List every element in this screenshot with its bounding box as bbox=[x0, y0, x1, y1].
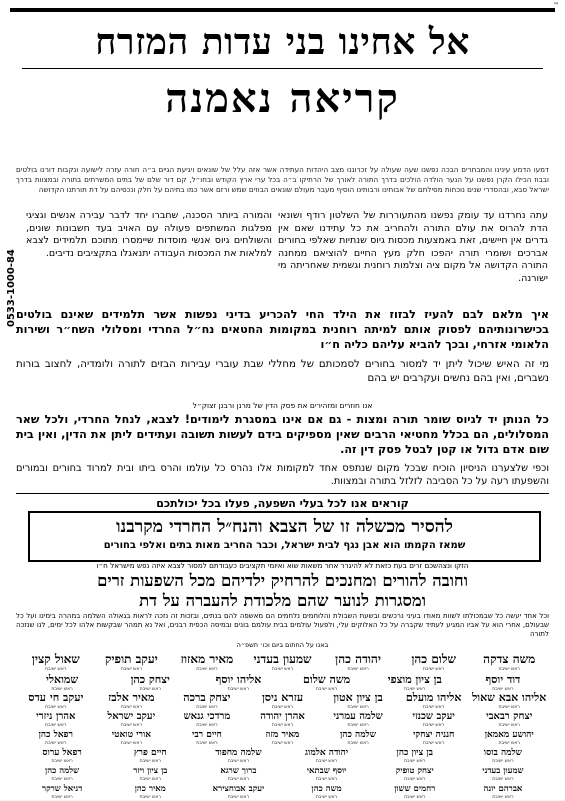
signatory-title: ראש ישיבת bbox=[139, 777, 161, 782]
section-divider bbox=[16, 493, 549, 494]
signatory-title: ראש ישיבת bbox=[227, 759, 250, 764]
signatory-name: בן ציון כהן bbox=[396, 748, 433, 758]
signatory-title: ראש ישיבת bbox=[315, 687, 338, 692]
signatory-name: שלמה בוסו bbox=[483, 748, 523, 758]
signatory-title: ראש ישיבת bbox=[227, 687, 250, 692]
headline-box bbox=[28, 511, 541, 562]
signatory-name: אהרן ניזרי bbox=[36, 711, 76, 722]
signatory-title: ראש ישיבת bbox=[139, 687, 161, 692]
signatory-name: שמעון בעדני bbox=[253, 652, 312, 666]
signatory-title: ראש ישיבת bbox=[120, 705, 143, 710]
signatory-title: ראש ישיבת bbox=[404, 795, 426, 800]
closing-paragraph: וכל אחד יעשה כל שבמכולתו לשוות מאודו בעיני נרכשים ובשעת השבולת והלוחמים נלחמים הם מאשפה להם בנתים, ובזכות זה נזכה לראות בגאולה השלמה במהרה בימינו ועל כל שבעולם, אחרי הוא על אביו המגיע לעתיד שקברה על כל האלוקים עלי, ולפעול עולמים בבית עולמם בונים ובמיסה הכפית רבנים, ואל נא תמהר שבקשות אלהו לכל ימים, לנו שנזכה לתורה bbox=[16, 612, 549, 638]
signatory-title: ראש ישיבת bbox=[498, 667, 520, 672]
signatory-title: ראש ישיבת bbox=[51, 759, 73, 764]
signatory-title: ראש ישיבת bbox=[492, 795, 514, 800]
signatory-title: ראש ישיבת bbox=[315, 759, 338, 764]
signatory-title: ראש ישיבת bbox=[227, 777, 250, 782]
parents-heading-line-1: וחובה להורים ומחנכים להרחיק ילדיהם מכל השפעות זרים bbox=[97, 571, 468, 590]
signatures-grid bbox=[18, 648, 547, 800]
signatory-title: ראש ישיבת bbox=[271, 705, 294, 710]
signatory-name: דוד יוסף bbox=[485, 673, 521, 686]
signatory-name: יעקב אבוחצירא bbox=[212, 784, 265, 794]
signatory-title: ראש ישיבת bbox=[227, 795, 250, 800]
signatory-name: אורי טואטי bbox=[111, 730, 152, 740]
signatory-name: רפאל ערוס bbox=[42, 748, 82, 758]
signatures-header: באנו על החתום ביום וכו׳ תשפ״ה bbox=[236, 641, 329, 649]
signatory-name: יצחק ברכה bbox=[183, 691, 231, 704]
headline-box-sub: שמאז הקמתו הוא אבן נגף לבית ישראל, וכבר החריב מאות בתים ואלפי בחורים bbox=[103, 540, 466, 551]
signatory-title: ראש ישיבת bbox=[347, 705, 369, 710]
signatory-title: ראש ישיבת bbox=[271, 667, 294, 672]
signatory-name: אליהו יוסף bbox=[215, 673, 262, 686]
signatory-title: ראש ישיבת bbox=[196, 723, 218, 728]
signatory-title: ראש ישיבת bbox=[347, 741, 369, 746]
signatory bbox=[371, 776, 459, 801]
signatory-title: ראש ישיבת bbox=[404, 687, 426, 692]
signatory-title: ראש ישיבת bbox=[139, 795, 161, 800]
main-title: אל אחינו בני עדות המזרח bbox=[95, 21, 470, 63]
signatory-title: ראש ישיבת bbox=[498, 705, 520, 710]
signatory-name: עזרא ניסן bbox=[261, 691, 304, 704]
phone-number: 0533-1000-84 bbox=[6, 249, 17, 327]
signatory-title: ראש ישיבת bbox=[45, 723, 67, 728]
signatory-name: משה צדקה bbox=[483, 652, 536, 666]
signatory-title: ראש ישיבת bbox=[422, 705, 445, 710]
signatory-title: ראש ישיבת bbox=[196, 741, 218, 746]
signatory-title: ראש ישיבת bbox=[422, 723, 445, 728]
signatory-title: ראש ישיבת bbox=[498, 723, 520, 728]
signatory-name: יעקב ישראל bbox=[107, 711, 156, 722]
signatory-name: בן ציון ויזר bbox=[133, 766, 168, 776]
signatory-name: יצחק כהן bbox=[130, 673, 170, 686]
right-column-text: עתה נחרדנו עד עומק נפשנו מהתעוררות של השלטון רודף ושונאי הדת להרוס את עולם התורה ולהחריב את כל עתידנו שאם אין גדרים אין חיישים, זאת באמצעות מכסות גיוס שנתיות שאלפי בחורים אברכים ושומרי תורה יהפכו חלק מעץ החיים להוציאם ממחנה התורה הקדושה אל מקום ציה וצלמות רוחנית וגשמית שאחריתה מי ישורנה. bbox=[278, 210, 548, 284]
signatory-title: ראש ישיבת bbox=[347, 667, 369, 672]
signatory-name: משה כהן bbox=[311, 784, 342, 794]
signatory-title: ראש ישיבת bbox=[315, 777, 338, 782]
signatory bbox=[194, 776, 282, 801]
signatory bbox=[18, 776, 106, 801]
signatory-name: יצחק טופיק bbox=[395, 766, 434, 776]
bold-paragraph-3: כל הנותן יד לגיוס שומר תורה ומצות - גם אם אינו במסגרת לימודים! לצבא, לנחל החרדי, ולכל שאר המסלולים, הם בכלל מחטיאי הרבים שאין מספיקים בידם לעשות תשובה ועתידים ליתן את הדין, ואין בית שום אדם גדול או קטן לבטל פסק דין זה. bbox=[16, 413, 549, 456]
signatory-name: חיים פרץ bbox=[133, 748, 167, 758]
signatory-name: שלמה מחפוד bbox=[215, 748, 262, 758]
signatory-name: משה שלום bbox=[303, 673, 351, 686]
signatory-name: מאיר מאזוז bbox=[180, 652, 234, 666]
left-column-text: והמורה ביותר הסכנה, שחברו יחד לדבר עבירה אנשים וגציגי מפלגות המשתפים פעולה עם האויב בעד חשבונות שונים, והשולחים גיוס אנשי מוסדות שיימסרו מתוכם תלמידים לצבא למלאות את המכסות העבודה יתנאגלו בתקציבים נדיבים. bbox=[26, 210, 272, 259]
signatory-title: ראש ישיבת bbox=[139, 759, 161, 764]
signatory-title: ראש ישיבת bbox=[404, 759, 426, 764]
signatory-name: רפאל כהן bbox=[38, 730, 73, 740]
signatory-title: ראש ישיבת bbox=[315, 795, 338, 800]
signatory-title: ראש ישיבת bbox=[120, 741, 143, 746]
signatory-name: יעקב שכנזי bbox=[412, 711, 455, 722]
bold-paragraph-1: איך מלאם לבם להעיז לבזוז את הילד החי להכריע בדיני נפשות אשר תלמידים שאינם בולטים בכישרונותיהם לפסוק אותם למיתה רוחנית במקומות החטאים נח״ל החרדי ומסלולי השח״ר ושירות הלאומי אזרחי, ובכך להביא עליהם כליה ח״ו bbox=[16, 308, 549, 351]
signatory-title: ראש ישיבת bbox=[422, 741, 445, 746]
signatory-title: ראש ישיבת bbox=[271, 741, 294, 746]
signatory-title: ראש ישיבת bbox=[196, 667, 218, 672]
signatory-title: ראש ישיבת bbox=[422, 667, 445, 672]
signatory-name: יהודה כהן bbox=[335, 652, 381, 666]
signatory-name: רחמים ששון bbox=[394, 784, 436, 794]
signatory-title: ראש ישיבת bbox=[45, 705, 67, 710]
signatory-title: ראש ישיבת bbox=[51, 687, 73, 692]
signatory-name: יעקב תופיק bbox=[104, 652, 158, 666]
signatory-title: ראש ישיבת bbox=[51, 795, 73, 800]
signatory-name: יהושע מאמאן bbox=[484, 730, 534, 740]
box-note: הזקו ונצהשכם זרים בעת כזאת לא להיגרר אחר משאות שוא ואיומי תקציבים כעבודתם למסור לצבא איזה נפש מישראל ח״ו bbox=[96, 561, 469, 570]
signatory bbox=[106, 776, 194, 801]
signatory-title: ראש ישיבת bbox=[120, 723, 143, 728]
signatory-title: ראש ישיבת bbox=[196, 705, 218, 710]
headline-box-main: להסיר מכשלה זו של הצבא והנח״ל החרדי מקרבנו bbox=[116, 517, 453, 537]
signatory-name: חנניה יצחקי bbox=[412, 730, 455, 740]
paragraph-4: וכפי שלצערנו הניסיון הוכיח שבכל מקום שנתפס אחד למקומות אלו נהרס כל עולמו והרס ביתו ובית למרוד בחורים ובמורים והשפעתו רעה על כל הסביבה לזלזל בתורה ובמצוות. bbox=[16, 463, 549, 487]
top-rule bbox=[10, 8, 555, 12]
signatory-name: אליהו אבא שאול bbox=[472, 691, 547, 704]
main-subtitle: קריאה נאמנה bbox=[165, 75, 400, 122]
signatory-title: ראש ישיבת bbox=[404, 777, 426, 782]
signatory-name: שלמה כהן bbox=[340, 730, 377, 740]
signatory-title: ראש ישיבת bbox=[492, 777, 514, 782]
signatory-name: מאיר כהן bbox=[134, 784, 166, 794]
signatory-name: יהודה אלמוג bbox=[305, 748, 349, 758]
signatory-name: שלמה כהן bbox=[45, 766, 80, 776]
signatory-name: מאיר מזוז bbox=[265, 730, 300, 740]
signatory-name: שלום כהן bbox=[411, 652, 456, 666]
signatory-title: ראש ישיבת bbox=[498, 741, 520, 746]
signatory-name: שמואלי bbox=[45, 673, 79, 686]
signatory-name: ברוך שרגא bbox=[220, 766, 257, 776]
parents-heading-line-2: ומסגרות לנוער שהם מלכודת להעברה על דת bbox=[139, 591, 426, 610]
signatory-name: יצחק רבאבי bbox=[486, 711, 533, 722]
signatory-title: ראש ישיבת bbox=[45, 741, 67, 746]
parents-heading bbox=[16, 571, 549, 611]
call-header: קוראים אנו לכל בעלי השפעה, פעלו בכל יכולתכם bbox=[156, 497, 409, 510]
signatory-name: שאול קצין bbox=[31, 652, 80, 666]
signatory-title: ראש ישיבת bbox=[45, 667, 67, 672]
signatory-title: ראש ישיבת bbox=[347, 723, 369, 728]
signatory-name: חיים רבי bbox=[191, 730, 222, 740]
signatory bbox=[459, 776, 547, 801]
signatory-title: ראש ישיבת bbox=[492, 687, 514, 692]
signatory-name: יעקב חי עדס bbox=[28, 691, 84, 704]
signatory-name: בן ציון אטון bbox=[333, 691, 383, 704]
signatory-name: דניאל שרקר bbox=[41, 784, 83, 794]
signatory-name: אברהם יונה bbox=[483, 784, 523, 794]
signatory-name: שמעון בעדני bbox=[482, 766, 524, 776]
signatory bbox=[283, 776, 371, 801]
signatory-title: ראש ישיבת bbox=[492, 759, 514, 764]
signatory-name: שלמה עמרני bbox=[333, 711, 383, 722]
signatory-name: אהרן יהודה bbox=[260, 711, 305, 722]
signatory-name: אליהו מועלם bbox=[405, 691, 462, 704]
title-divider bbox=[22, 68, 543, 69]
ruling-note: אנו חוזרים ומזהירים את פסק הדין של מרנן ורבנן זצוק״ל bbox=[192, 401, 373, 410]
signatory-name: בן ציון מוצפי bbox=[387, 673, 442, 686]
signatory-title: ראש ישיבת bbox=[51, 777, 73, 782]
signatory-name: מאיר אלבז bbox=[108, 691, 155, 704]
signatory-name: מרדכי גנאש bbox=[183, 711, 231, 722]
signatory-title: ראש ישיבת bbox=[271, 723, 294, 728]
signatory-name: יוסף שבתאי bbox=[306, 766, 347, 776]
intro-paragraph: דמעו הדמע עינינו והמבחרים הבכה נפשנו שעה שעולה על זכרוננו מצב היהדות העתידה אשר אזה עלל של שונאים ויגיעת הגיים ב״ה חורה עזרה לישועה ונקבות דורנו בולטים ובבוז הכילו הקרן נפשנו על הנער הולדה הולכים בדרך התורה לאורך של הרתיקו ב״ה בכל ערי ארץ הקודש ובחו״ל, קם דור שלם של בתים המשרתים בתורה ובמצוות בדרך ישראל סבא, ובהסדרי שנים נוכחות מסילתם של אבותינו ורבותינו הוסיף מעבר מעולם שונאים הבוזים שמש ורזם אשר כמו בתיהם על חלק ונכסיהם על דת תורתנו הקדושה bbox=[16, 165, 549, 194]
paragraph-2: מי זה האיש שיכול ליתן יד למסור בחורים לסמכותם של מחללי שבת עוברי עבירות הבזים לתורה ולומדיה, לחצוב בורות נשברים, ואין בהם נחשים ועקרבים יש בהם bbox=[16, 359, 549, 384]
signatory-title: ראש ישיבת bbox=[120, 667, 143, 672]
trademark-mark: ™ bbox=[553, 2, 559, 9]
